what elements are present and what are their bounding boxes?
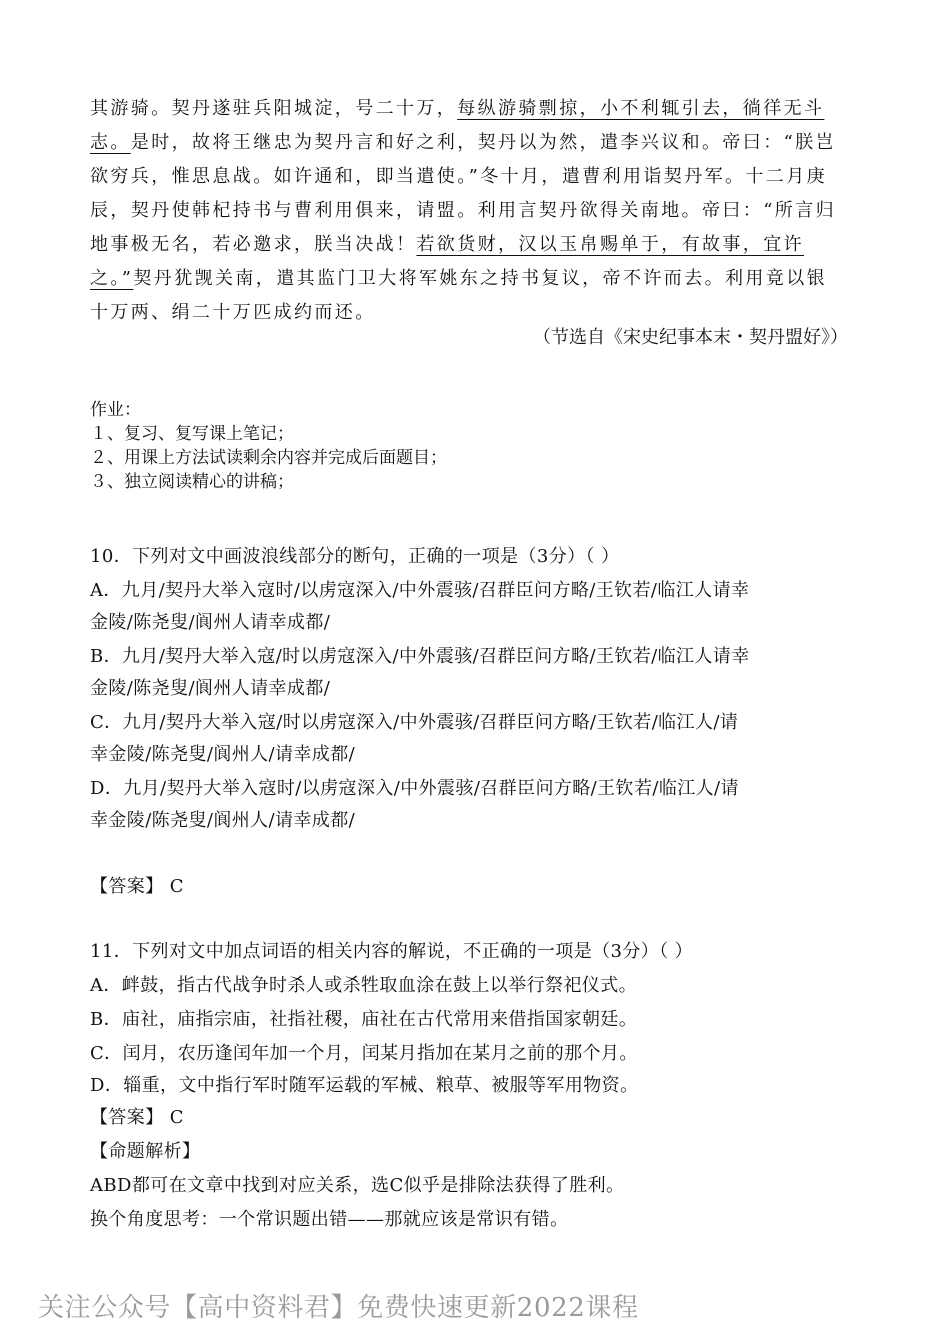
passage-line-1 [90,94,824,120]
passage-text: 地事极无名，若必邀求，朕当决战！ [90,234,417,255]
footer-promo: 关注公众号【高中资料君】免费快速更新2022课程 [38,1293,639,1323]
q11-analysis-line-2: 换个角度思考：一个常识题出错——那就应该是常识有错。 [90,1209,569,1230]
q11-option-c: C．闰月，农历逢闰年加一个月，闰某月指加在某月之前的那个月。 [90,1043,638,1064]
q11-option-d: D．辎重，文中指行军时随军运载的军械、粮草、被服等军用物资。 [90,1075,639,1096]
q11-answer: 【答案】 C [90,1107,184,1128]
homework-title: 作业： [90,400,141,420]
q10-option-a-line1: A．九月/契丹大举入寇时/以虏寇深入/中外震骇/召群臣问方略/王钦若/临江人请幸 [90,580,750,601]
passage-line-7: 十万两、绢二十万匹成约而还。 [90,302,376,323]
passage-line-3: 欲穷兵，惟思息战。如许通和，即当遣使。”冬十月，遣曹利用诣契丹军。十二月庚 [90,166,827,187]
passage-line-5 [90,230,804,256]
homework-item: ３、独立阅读精心的讲稿； [90,472,294,492]
wavy-underlined-text: 每纵游骑剽掠，小不利辄引去，徜徉无斗 [457,98,825,119]
q11-option-a: A．衅鼓，指古代战争时杀人或杀牲取血涂在鼓上以举行祭祀仪式。 [90,975,637,996]
homework-item: １、复习、复写课上笔记； [90,424,294,444]
homework-item: ２、用课上方法试读剩余内容并完成后面题目； [90,448,447,468]
q10-option-b-line2: 金陵/陈尧叟/阆州人请幸成都/ [90,678,331,699]
underlined-text: 之。” [90,268,134,289]
passage-source: （节选自《宋史纪事本末・契丹盟好》） [533,327,848,348]
q10-option-c-line2: 幸金陵/陈尧叟/阆州人/请幸成都/ [90,744,356,765]
passage-text: 契丹犹觊关南，遣其监门卫大将军姚东之持书复议，帝不许而去。利用竟以银 [133,268,828,289]
wavy-underlined-text: 志。 [90,132,131,153]
passage-line-2 [90,128,836,154]
passage-text: 其游骑。契丹遂驻兵阳城淀，号二十万， [90,98,458,119]
q11-analysis-title: 【命题解析】 [90,1141,201,1162]
q10-option-c-line1: C．九月/契丹大举入寇/时以虏寇深入/中外震骇/召群臣问方略/王钦若/临江人/请 [90,712,739,733]
q10-option-d-line2: 幸金陵/陈尧叟/阆州人/请幸成都/ [90,810,356,831]
passage-text: 是时，故将王继忠为契丹言和好之利，契丹以为然，遣李兴议和。帝曰：“朕岂 [130,132,837,153]
passage-line-4: 辰，契丹使韩杞持书与曹利用俱来，请盟。利用言契丹欲得关南地。帝曰：“所言归 [90,200,836,221]
underlined-text: 若欲货财，汉以玉帛赐单于，有故事，宜许 [416,234,805,255]
q10-option-a-line2: 金陵/陈尧叟/阆州人请幸成都/ [90,612,331,633]
q10-answer: 【答案】 C [90,876,184,897]
q10-stem: 10．下列对文中画波浪线部分的断句，正确的一项是（3分）（ ） [90,546,620,567]
passage-line-6 [90,264,827,290]
q11-analysis-line-1: ABD都可在文章中找到对应关系，选C似乎是排除法获得了胜利。 [90,1175,625,1196]
q11-option-b: B．庙社，庙指宗庙，社指社稷，庙社在古代常用来借指国家朝廷。 [90,1009,638,1030]
q10-option-b-line1: B．九月/契丹大举入寇/时以虏寇深入/中外震骇/召群臣问方略/王钦若/临江人请幸 [90,646,750,667]
q10-option-d-line1: D．九月/契丹大举入寇时/以虏寇深入/中外震骇/召群臣问方略/王钦若/临江人/请 [90,778,739,799]
q11-stem: 11．下列对文中加点词语的相关内容的解说，不正确的一项是（3分）（ ） [90,941,694,962]
